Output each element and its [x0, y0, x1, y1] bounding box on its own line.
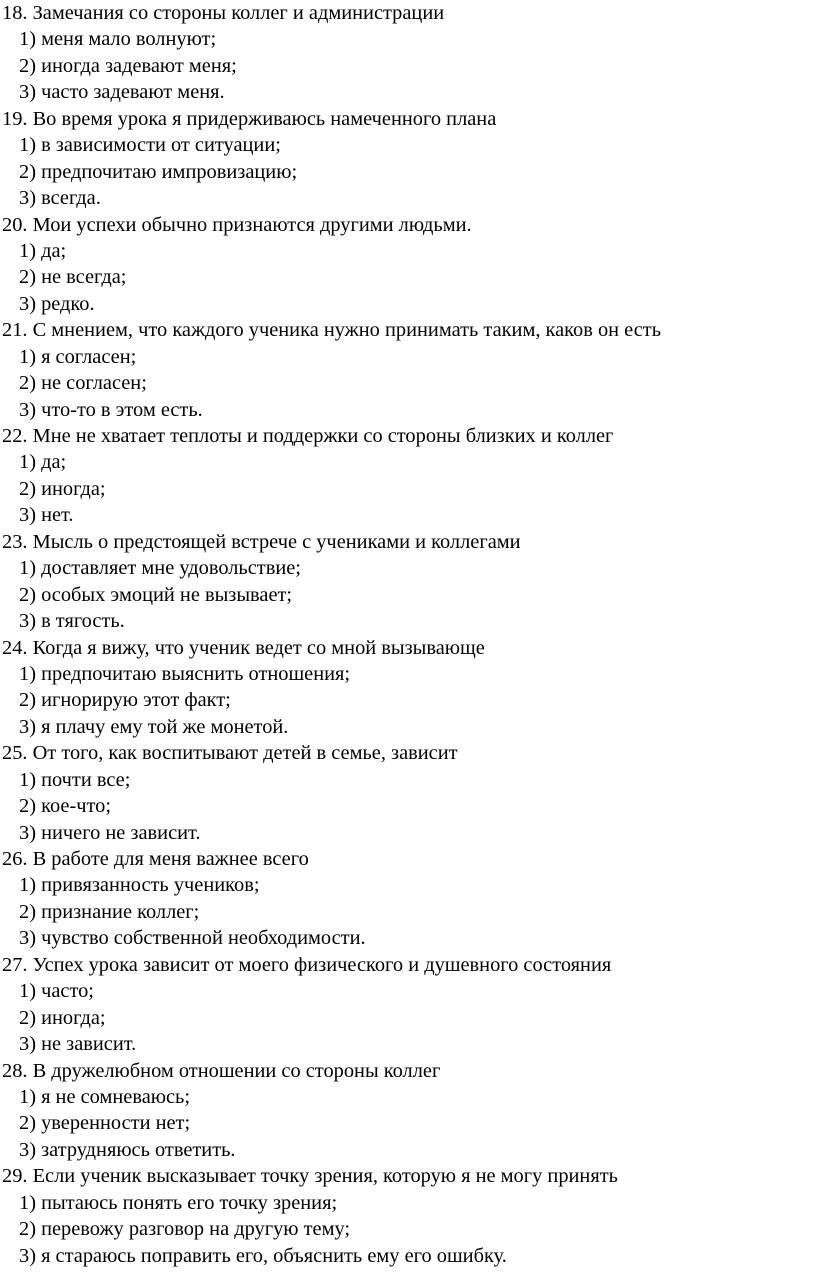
question-text: 21. С мнением, что каждого ученика нужно принимать таким, каков он есть — [2, 319, 662, 342]
question-29 — [2, 1163, 802, 1269]
answer-option: 3) ничего не зависит. — [19, 821, 201, 844]
answer-option: 1) доставляет мне удовольствие; — [19, 557, 301, 580]
answer-option: 1) да; — [19, 451, 67, 474]
answer-option: 3) затрудняюсь ответить. — [19, 1138, 236, 1161]
answer-option: 1) почти все; — [19, 768, 131, 791]
question-18 — [2, 0, 802, 106]
question-text: 20. Мои успехи обычно признаются другими людьми. — [2, 213, 472, 236]
answer-option: 1) предпочитаю выяснить отношения; — [19, 662, 351, 685]
questionnaire — [2, 0, 802, 1269]
question-22 — [2, 423, 802, 529]
answer-option: 2) иногда; — [19, 477, 106, 500]
answer-option: 3) нет. — [19, 504, 74, 527]
answer-option: 3) всегда. — [19, 187, 101, 210]
question-24 — [2, 635, 802, 741]
answer-option: 1) пытаюсь понять его точку зрения; — [19, 1191, 338, 1214]
answer-option: 3) в тягость. — [19, 610, 125, 633]
question-28 — [2, 1058, 802, 1164]
answer-option: 2) перевожу разговор на другую тему; — [19, 1218, 351, 1241]
question-27 — [2, 952, 802, 1058]
answer-option: 2) иногда задевают меня; — [19, 54, 237, 77]
answer-option: 1) меня мало волнуют; — [19, 28, 217, 51]
question-25 — [2, 740, 802, 846]
answer-option: 2) особых эмоций не вызывает; — [19, 583, 293, 606]
answer-option: 3) я стараюсь поправить его, объяснить ему его ошибку. — [19, 1244, 507, 1267]
question-text: 19. Во время урока я придерживаюсь намеченного плана — [2, 107, 497, 130]
question-21 — [2, 317, 802, 423]
answer-option: 3) редко. — [19, 292, 95, 315]
question-text: 29. Если ученик высказывает точку зрения, которую я не могу принять — [2, 1165, 618, 1188]
answer-option: 2) не согласен; — [19, 372, 147, 395]
question-20 — [2, 212, 802, 318]
question-text: 25. От того, как воспитывают детей в семье, зависит — [2, 742, 458, 765]
answer-option: 2) уверенности нет; — [19, 1112, 191, 1135]
answer-option: 2) кое-что; — [19, 795, 111, 818]
answer-option: 3) часто задевают меня. — [19, 81, 225, 104]
answer-option: 1) в зависимости от ситуации; — [19, 134, 281, 157]
question-text: 24. Когда я вижу, что ученик ведет со мной вызывающе — [2, 636, 485, 659]
answer-option: 2) иногда; — [19, 1006, 106, 1029]
question-text: 26. В работе для меня важнее всего — [2, 848, 309, 870]
answer-option: 3) не зависит. — [19, 1033, 137, 1056]
answer-option: 3) чувство собственной необходимости. — [19, 927, 366, 950]
question-text: 18. Замечания со стороны коллег и администрации — [2, 2, 445, 24]
question-19 — [2, 106, 802, 212]
question-26 — [2, 846, 802, 952]
answer-option: 1) да; — [19, 239, 67, 262]
answer-option: 3) что-то в этом есть. — [19, 398, 203, 421]
question-text: 28. В дружелюбном отношении со стороны коллег — [2, 1059, 441, 1082]
answer-option: 2) признание коллег; — [19, 900, 200, 923]
answer-option: 1) я не сомневаюсь; — [19, 1085, 191, 1108]
question-text: 22. Мне не хватает теплоты и поддержки со стороны близких и коллег — [2, 425, 614, 447]
question-text: 27. Успех урока зависит от моего физического и душевного состояния — [2, 953, 612, 976]
answer-option: 1) я согласен; — [19, 345, 137, 368]
answer-option: 2) не всегда; — [19, 266, 127, 289]
answer-option: 1) часто; — [19, 980, 94, 1003]
answer-option: 2) игнорирую этот факт; — [19, 689, 231, 712]
question-23 — [2, 529, 802, 635]
answer-option: 3) я плачу ему той же монетой. — [19, 715, 289, 738]
answer-option: 1) привязанность учеников; — [19, 874, 260, 897]
question-text: 23. Мысль о предстоящей встрече с учениками и коллегами — [2, 530, 521, 553]
answer-option: 2) предпочитаю импровизацию; — [19, 160, 298, 183]
